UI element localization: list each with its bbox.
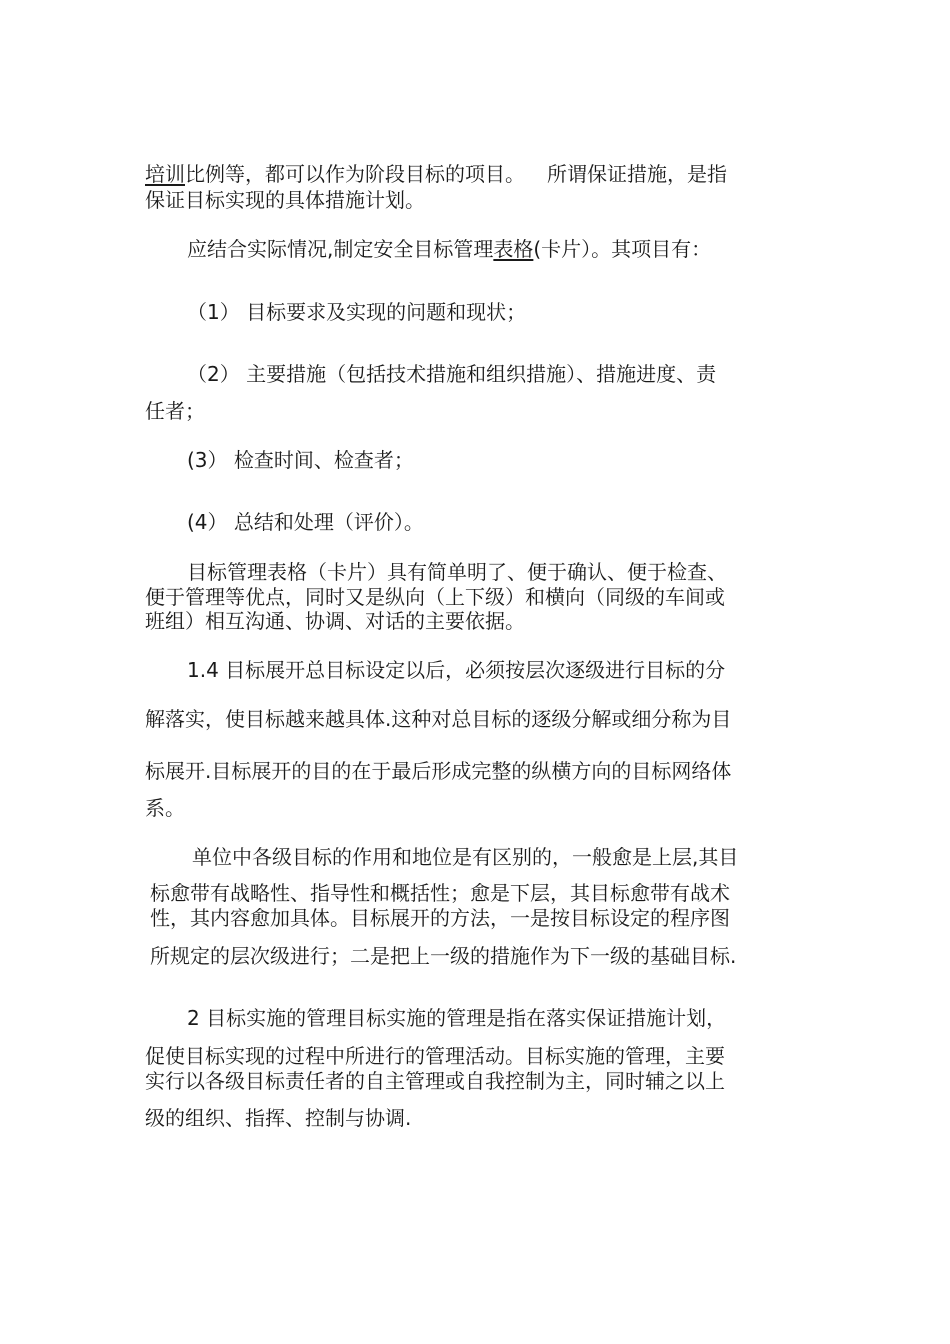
text-run: 比例等，都可以作为阶段目标的项目。	[185, 162, 525, 186]
list-item-3: (3） 检查时间、检查者；	[187, 448, 414, 472]
paragraph-line: 班组）相互沟通、协调、对话的主要依据。	[145, 609, 525, 633]
paragraph-line: 标展开.目标展开的目的在于最后形成完整的纵横方向的目标网络体	[145, 759, 732, 783]
paragraph-line: 便于管理等优点，同时又是纵向（上下级）和横向（同级的车间或	[145, 585, 725, 609]
paragraph-line: 性，其内容愈加具体。目标展开的方法，一是按目标设定的程序图	[150, 906, 730, 930]
list-item-2: （2） 主要措施（包括技术措施和组织措施）、措施进度、责	[187, 362, 717, 386]
text-line-3	[187, 236, 711, 262]
table-link-text[interactable]: 表格	[493, 237, 534, 261]
paragraph-line: 所规定的层次级进行；二是把上一级的措施作为下一级的基础目标.	[150, 944, 737, 968]
text-run: (卡片）。其项目有：	[533, 237, 712, 261]
training-link-text[interactable]: 培训	[145, 162, 185, 186]
list-item-4: (4） 总结和处理（评价）。	[187, 510, 424, 534]
text-run: 应结合实际情况,制定安全目标管理	[187, 237, 494, 261]
text-line-1	[145, 161, 727, 187]
section-heading-1-4: 1.4 目标展开总目标设定以后，必须按层次逐级进行目标的分	[187, 658, 726, 682]
list-item-1: （1） 目标要求及实现的问题和现状；	[187, 300, 527, 324]
paragraph-line: 单位中各级目标的作用和地位是有区别的，一般愈是上层,其目	[192, 845, 739, 869]
paragraph-line: 目标管理表格（卡片）具有简单明了、便于确认、便于检查、	[187, 560, 727, 584]
paragraph-line: 实行以各级目标责任者的自主管理或自我控制为主，同时辅之以上	[145, 1069, 725, 1093]
paragraph-line: 系。	[145, 796, 185, 820]
section-heading-2: 2 目标实施的管理目标实施的管理是指在落实保证措施计划，	[187, 1006, 727, 1030]
text-run: 所谓保证措施，是指	[547, 162, 727, 186]
paragraph-line: 级的组织、指挥、控制与协调.	[145, 1106, 412, 1130]
paragraph-line: 解落实，使目标越来越具体.这种对总目标的逐级分解或细分称为目	[145, 707, 732, 731]
list-item-2-cont: 任者；	[145, 399, 205, 423]
text-line-2: 保证目标实现的具体措施计划。	[145, 188, 425, 212]
paragraph-line: 促使目标实现的过程中所进行的管理活动。目标实施的管理，主要	[145, 1044, 725, 1068]
paragraph-line: 标愈带有战略性、指导性和概括性；愈是下层，其目标愈带有战术	[150, 881, 730, 905]
